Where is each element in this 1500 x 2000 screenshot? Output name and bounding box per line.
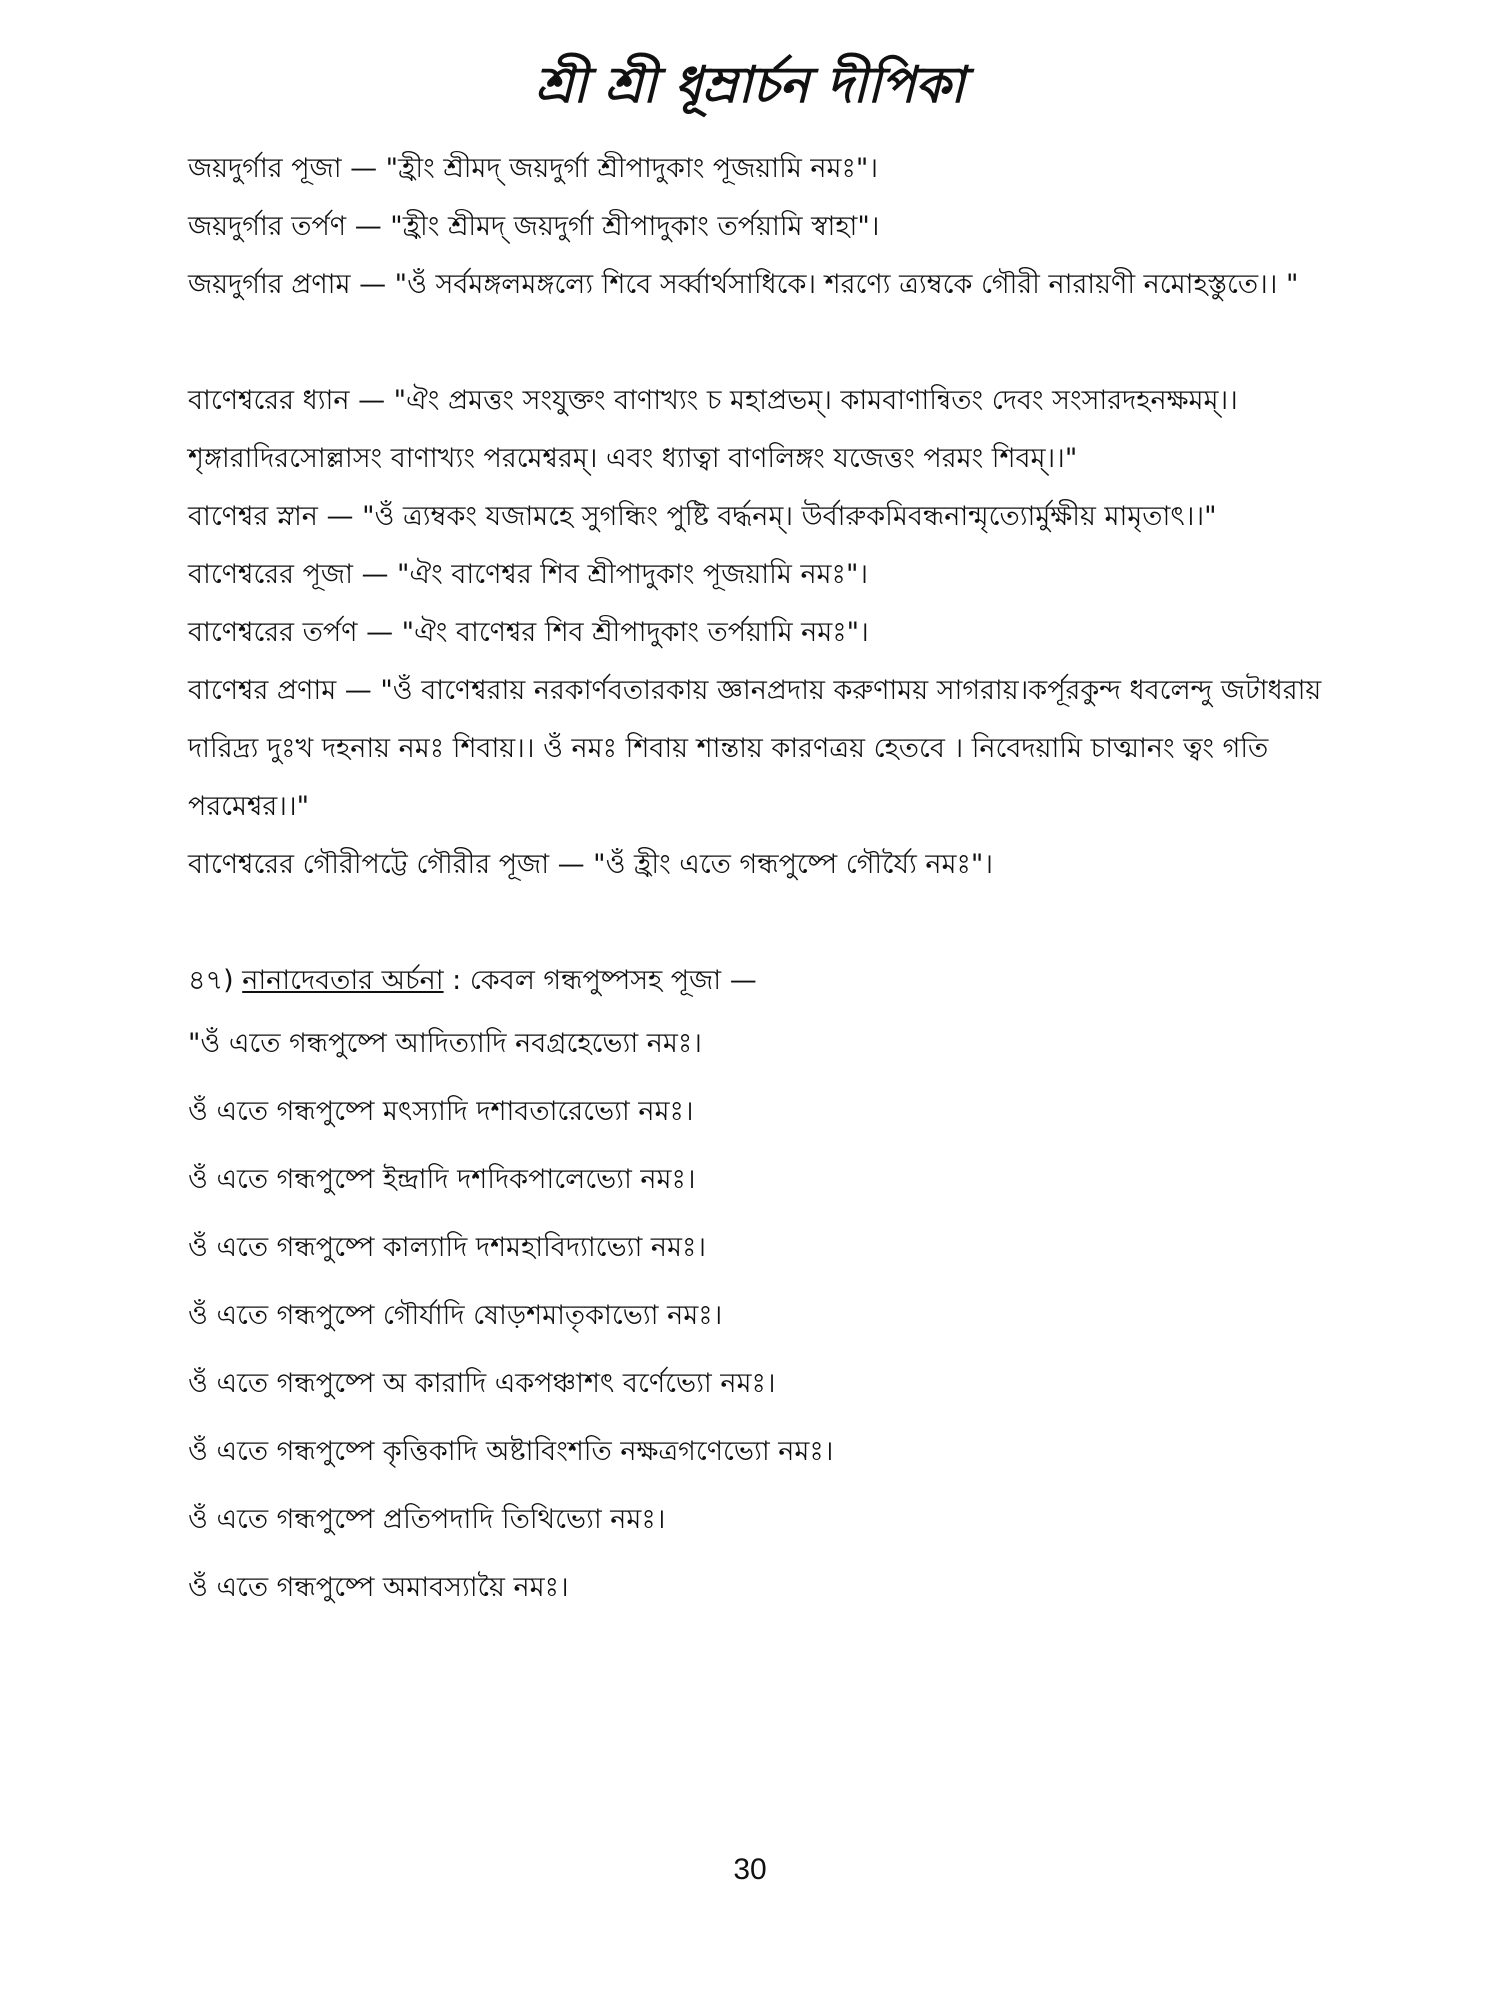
jayadurga-tarpan-line: জয়দুর্গার তর্পণ — "হ্রীং শ্রীমদ্ জয়দুর্গা শ্রীপাদুকাং তর্পয়ামি স্বাহা"।	[188, 211, 880, 242]
mantra-item: ওঁ এতে গন্ধপুষ্পে কৃত্তিকাদি অষ্টাবিংশতি নক্ষত্রগণেভ্যো নমঃ।	[188, 1436, 834, 1467]
baneshwar-tarpan-line: বাণেশ্বরের তর্পণ — "ঐং বাণেশ্বর শিব শ্রীপাদুকাং তর্পয়ামি নমঃ"।	[188, 617, 869, 648]
section-number: ৪৭)	[188, 965, 234, 996]
mantra-item: "ওঁ এতে গন্ধপুষ্পে আদিত্যাদি নবগ্রহেভ্যো নমঃ।	[188, 1028, 702, 1059]
heading-separator: :	[443, 965, 470, 996]
mantra-item: ওঁ এতে গন্ধপুষ্পে গৌর্যাদি ষোড়শমাতৃকাভ্যো নমঃ।	[188, 1300, 723, 1331]
mantra-item: ওঁ এতে গন্ধপুষ্পে মৎস্যাদি দশাবতারেভ্যো নমঃ।	[188, 1096, 694, 1127]
mantra-item: ওঁ এতে গন্ধপুষ্পে অ কারাদি একপঞ্চাশৎ বর্ণেভ্যো নমঃ।	[188, 1368, 776, 1399]
paragraph-gap	[188, 314, 1328, 372]
paragraph-gap	[188, 894, 1328, 952]
baneshwar-dhyan-line: বাণেশ্বরের ধ্যান — "ঐং প্রমত্তং সংযুক্তং বাণাখ্যং চ মহাপ্রভম্। কামবাণান্বিতং দেবং সংসারদহনক্ষমম্।। শৃঙ্গারাদিরসোল্লাসং বাণাখ্যং পরমেশ্বরম্। এবং ধ্যাত্বা বাণলিঙ্গং যজেত্তং পরমং শিবম্।।"	[188, 385, 1238, 474]
baneshwar-snan-line: বাণেশ্বর স্নান — "ওঁ ত্র্যম্বকং যজামহে সুগন্ধিং পুষ্টি বর্দ্ধনম্। উর্বারুকমিবন্ধনান্মৃত্যোর্মুক্ষীয় মামৃতাৎ।।"	[188, 501, 1217, 532]
page-content	[188, 140, 1328, 1622]
page-number: 30	[733, 1853, 767, 1886]
section-subtitle: কেবল গন্ধপুষ্পসহ পূজা —	[469, 965, 757, 996]
gauri-puja-line: বাণেশ্বরের গৌরীপট্টে গৌরীর পূজা — "ওঁ হ্রীং এতে গন্ধপুষ্পে গৌর্য্যৈ নমঃ"।	[188, 849, 994, 880]
section-heading-text: নানাদেবতার অর্চনা	[242, 965, 444, 996]
mantra-item: ওঁ এতে গন্ধপুষ্পে অমাবস্যায়ৈ নমঃ।	[188, 1572, 569, 1603]
section-47-heading	[188, 952, 1328, 1010]
mantra-item: ওঁ এতে গন্ধপুষ্পে ইন্দ্রাদি দশদিকপালেভ্যো নমঃ।	[188, 1164, 696, 1195]
mantra-item: ওঁ এতে গন্ধপুষ্পে প্রতিপদাদি তিথিভ্যো নমঃ।	[188, 1504, 666, 1535]
mantra-list	[188, 1010, 1328, 1622]
mantra-item: ওঁ এতে গন্ধপুষ্পে কাল্যাদি দশমহাবিদ্যাভ্যো নমঃ।	[188, 1232, 707, 1263]
page-title: শ্রী শ্রী ধূম্রার্চন দীপিকা	[535, 56, 965, 114]
baneshwar-pranam-line: বাণেশ্বর প্রণাম — "ওঁ বাণেশ্বরায় নরকার্ণবতারকায় জ্ঞানপ্রদায় করুণাময় সাগরায়।কর্পূরকুন্দ ধবলেন্দু জটাধরায় দারিদ্র্য দুঃখ দহনায় নমঃ শিবায়।। ওঁ নমঃ শিবায় শান্তায় কারণত্রয় হেতবে । নিবেদয়ামি চাত্মানং ত্বং গতি পরমেশ্বর।।"	[188, 675, 1322, 822]
jayadurga-puja-line: জয়দুর্গার পূজা — "হ্রীং শ্রীমদ্ জয়দুর্গা শ্রীপাদুকাং পূজয়ামি নমঃ"।	[188, 153, 878, 184]
baneshwar-puja-line: বাণেশ্বরের পূজা — "ঐং বাণেশ্বর শিব শ্রীপাদুকাং পূজয়ামি নমঃ"।	[188, 559, 869, 590]
jayadurga-pranam-line: জয়দুর্গার প্রণাম — "ওঁ সর্বমঙ্গলমঙ্গল্যে শিবে সর্ব্বার্থসাধিকে। শরণ্যে ত্র্যম্বকে গৌরী নারায়ণী নমোহস্তুতে।। "	[188, 269, 1299, 300]
